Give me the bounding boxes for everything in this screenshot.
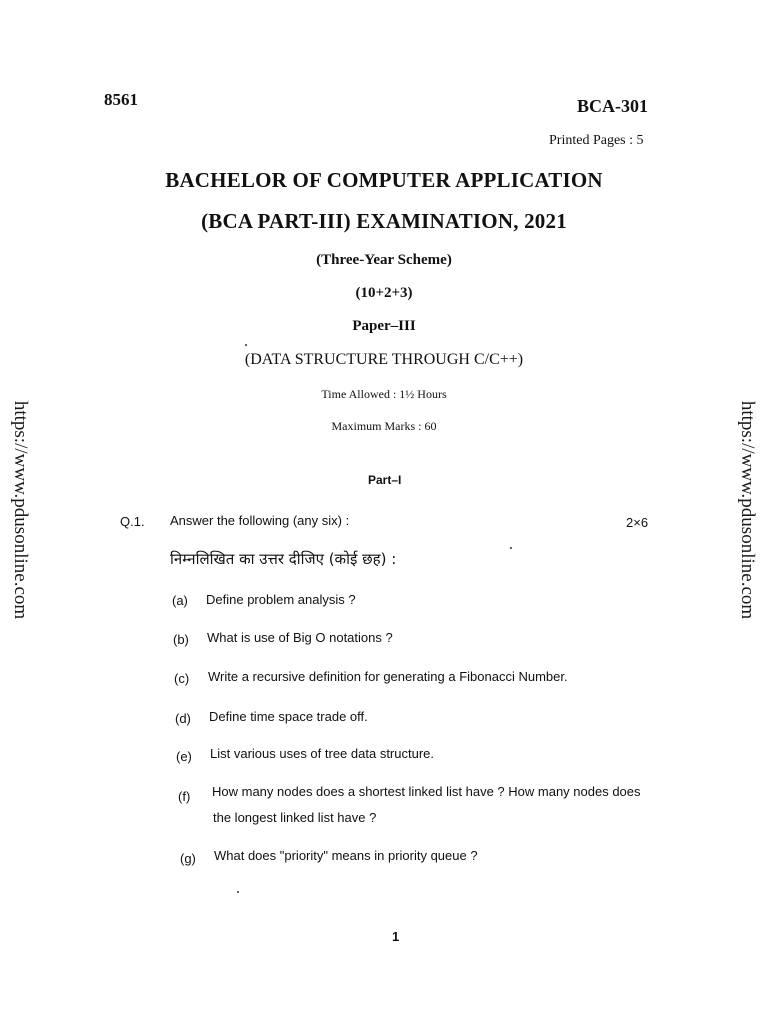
scheme-label: (Three-Year Scheme): [316, 252, 452, 268]
item-label: (f): [178, 789, 191, 804]
exam-subtitle: (BCA PART-III) EXAMINATION, 2021: [201, 209, 567, 233]
question-instruction: Answer the following (any six) :: [170, 513, 350, 528]
course-code: BCA-301: [577, 96, 648, 116]
item-text: How many nodes does a shortest linked list have ? How many nodes does: [212, 784, 641, 799]
item-label: (g): [180, 851, 196, 866]
watermark-url-right: https://www.pdusonline.com: [737, 400, 758, 620]
maximum-marks: Maximum Marks : 60: [331, 419, 437, 433]
item-text: What is use of Big O notations ?: [207, 630, 393, 645]
item-text: Define time space trade off.: [209, 709, 368, 724]
item-label: (a): [172, 593, 188, 608]
item-label: (d): [175, 711, 191, 726]
scan-speck: [237, 891, 239, 893]
item-text: Define problem analysis ?: [206, 592, 356, 607]
item-label: (e): [176, 749, 192, 764]
item-text: List various uses of tree data structure.: [210, 746, 434, 761]
item-label: (c): [174, 671, 190, 686]
scan-speck: [245, 344, 247, 346]
item-text: Write a recursive definition for generating a Fibonacci Number.: [208, 669, 568, 684]
question-number: Q.1.: [120, 514, 145, 529]
scan-speck: [510, 547, 512, 549]
page-number: 1: [392, 929, 400, 944]
part-heading: Part–I: [368, 473, 402, 487]
pattern-label: (10+2+3): [355, 285, 413, 301]
exam-title: BACHELOR OF COMPUTER APPLICATION: [165, 168, 603, 192]
time-allowed: Time Allowed : 1½ Hours: [321, 387, 447, 401]
item-label: (b): [173, 632, 189, 647]
subject-title: (DATA STRUCTURE THROUGH C/C++): [244, 351, 524, 368]
item-text-continued: the longest linked list have ?: [213, 810, 377, 825]
paper-number: Paper–III: [352, 318, 416, 334]
question-instruction-hindi: निम्नलिखित का उत्तर दीजिए (कोई छह) :: [170, 550, 397, 568]
paper-code: 8561: [104, 90, 138, 109]
watermark-url-left: https://www.pdusonline.com: [10, 400, 31, 620]
question-marks: 2×6: [626, 515, 649, 530]
item-text: What does "priority" means in priority queue ?: [214, 848, 478, 863]
printed-pages: Printed Pages : 5: [549, 133, 644, 148]
